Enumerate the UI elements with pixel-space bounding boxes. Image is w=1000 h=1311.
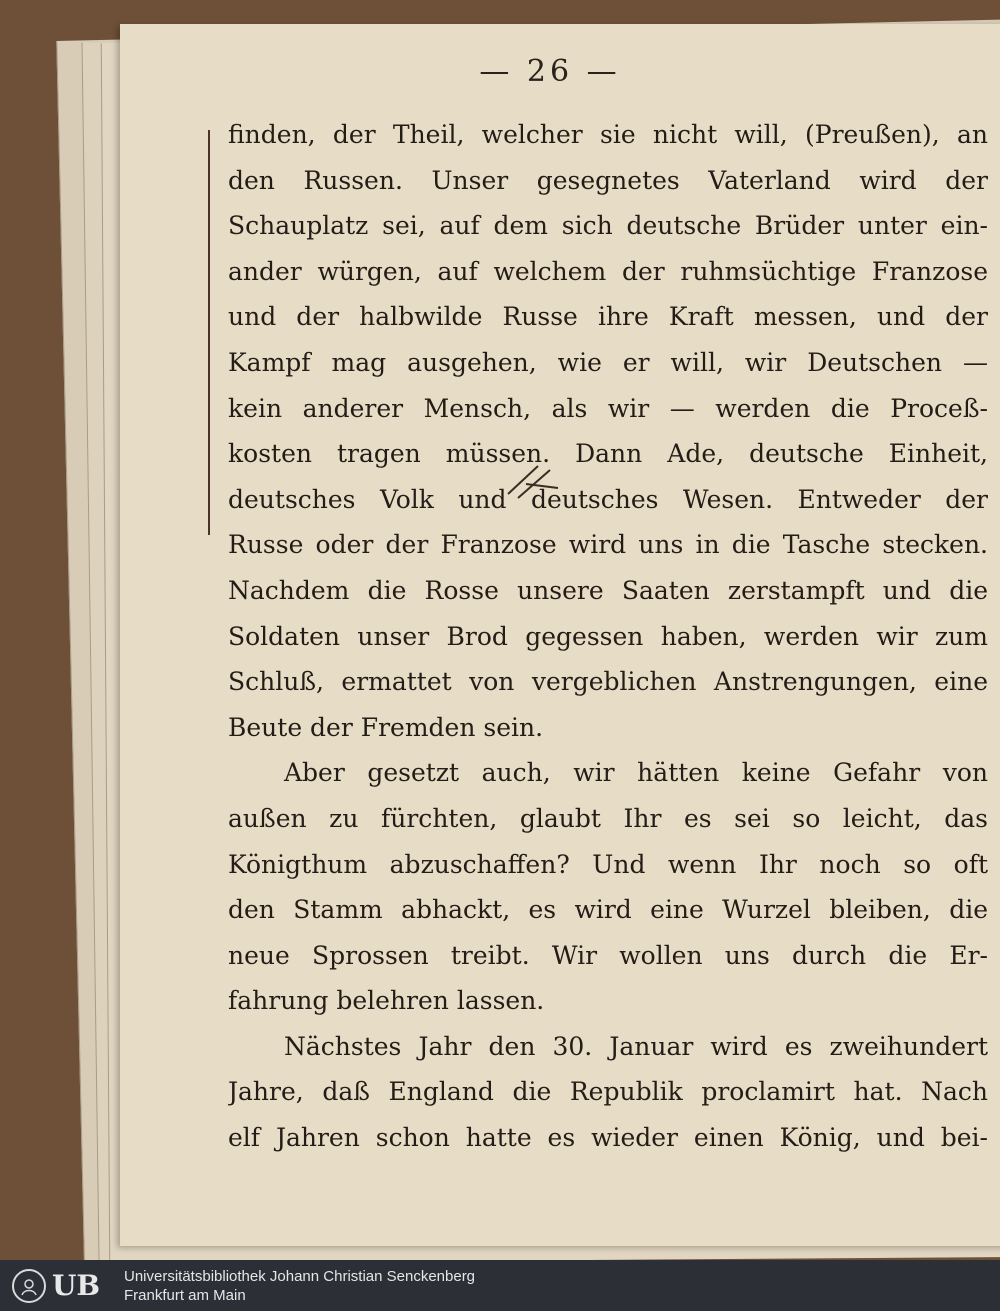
text-line: den Russen. Unser gesegnetes Vaterland wird der [228,165,988,195]
text-line: Soldaten unser Brod gegessen haben, werden wir zum [228,621,988,651]
text-line: deutsches Volk und deutsches Wesen. Entweder der [228,484,988,514]
text-line: Königthum abzuschaffen? Und wenn Ihr noch so oft [228,849,988,879]
library-city: Frankfurt am Main [124,1286,246,1304]
body-text [228,112,988,1161]
margin-bracket-mark [208,130,224,535]
text-line: Nächstes Jahr den 30. Januar wird es zweihundert [284,1031,988,1061]
seal-icon [12,1269,46,1303]
text-line: Schauplatz sei, auf dem sich deutsche Brüder unter ein- [228,211,988,241]
footer-text [112,1267,475,1305]
text-line: Kampf mag ausgehen, wie er will, wir Deutschen — [228,347,988,377]
text-line: und der halbwilde Russe ihre Kraft messen, und der [228,302,988,332]
library-logo [0,1260,112,1311]
text-line: Russe oder der Franzose wird uns in die Tasche stecken. [228,530,988,560]
text-line: kein anderer Mensch, als wir — werden die Proceß- [228,393,988,423]
page-number: — 26 — [479,54,621,89]
text-line: Aber gesetzt auch, wir hätten keine Gefahr von [284,758,988,788]
logo-text: UB [51,1269,101,1302]
library-footer [0,1260,1000,1311]
text-line: Schluß, ermattet von vergeblichen Anstrengungen, eine [228,667,988,697]
text-line: finden, der Theil, welcher sie nicht will, (Preußen), an [228,120,988,149]
text-line: ander würgen, auf welchem der ruhmsüchtige Franzose [228,256,988,286]
text-line: den Stamm abhackt, es wird eine Wurzel bleiben, die [228,895,988,925]
text-line: Jahre, daß England die Republik proclamirt hat. Nach [228,1077,988,1107]
text-line: Nachdem die Rosse unsere Saaten zerstampft und die [228,575,988,605]
library-name: Universitätsbibliothek Johann Christian Senckenberg [124,1267,476,1285]
text-line: fahrung belehren lassen. [228,986,545,1016]
text-line: Beute der Fremden sein. [228,712,544,742]
text-line: elf Jahren schon hatte es wieder einen König, und bei- [228,1123,988,1153]
text-line: kosten tragen müssen. Dann Ade, deutsche Einheit, [228,439,988,469]
text-line: neue Sprossen treibt. Wir wollen uns durch die Er- [228,940,988,970]
text-line: außen zu fürchten, glaubt Ihr es sei so leicht, das [228,803,988,833]
